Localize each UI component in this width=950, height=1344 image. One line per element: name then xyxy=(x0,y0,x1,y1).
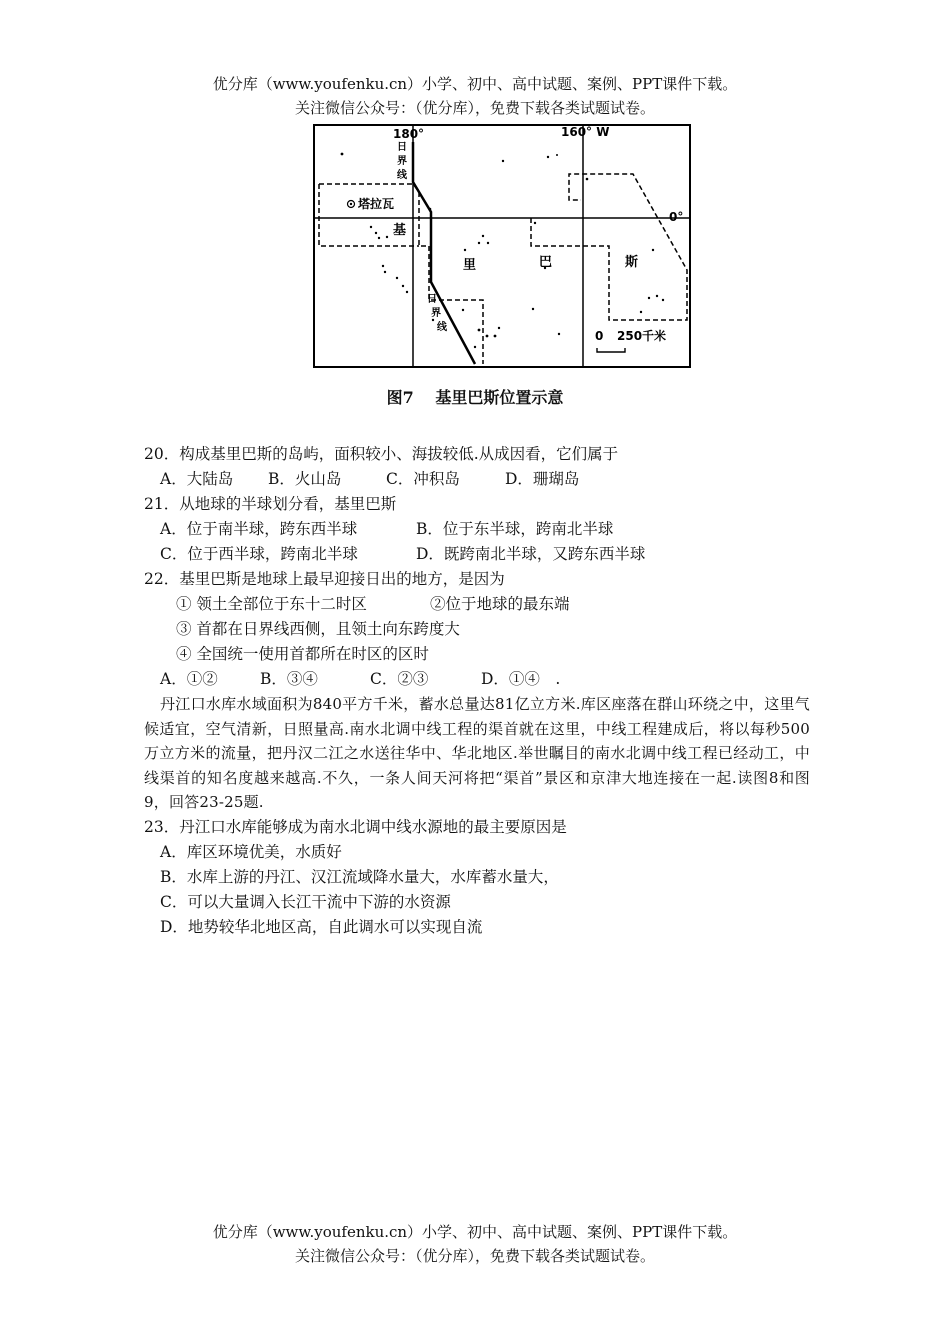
q22-option-d: D．①④ . xyxy=(481,670,561,688)
dateline-bottom-2: 界 xyxy=(431,308,441,319)
q23-option-d: D．地势较华北地区高，自此调水可以实现自流 xyxy=(160,918,483,936)
figure-caption: 图7 基里巴斯位置示意 xyxy=(386,388,564,407)
dateline-top-2: 界 xyxy=(397,156,407,167)
q20-option-b: B．火山岛 xyxy=(268,470,342,488)
q20-option-a: A．大陆岛 xyxy=(160,470,234,488)
q22-option-b: B．③④ xyxy=(260,670,318,688)
q22-statement-2: ②位于地球的最东端 xyxy=(430,595,570,613)
q21-stem: 21．从地球的半球划分看，基里巴斯 xyxy=(144,495,397,513)
kiribati-map xyxy=(313,124,691,368)
dateline-top-1: 日 xyxy=(397,142,407,153)
country-char-1: 基 xyxy=(393,223,407,238)
country-char-4: 斯 xyxy=(625,255,639,270)
lon-160w-label: 160° W xyxy=(561,125,610,139)
capital-label: 塔拉瓦 xyxy=(358,197,395,211)
q20-stem: 20．构成基里巴斯的岛屿，面积较小、海拔较低.从成因看，它们属于 xyxy=(144,445,619,463)
header-line-1: 优分库（www.youfenku.cn）小学、初中、高中试题、案例、PPT课件下载。 xyxy=(212,75,738,93)
q23-option-b: B．水库上游的丹江、汉江流域降水量大，水库蓄水量大， xyxy=(160,868,559,886)
equator-label: 0° xyxy=(669,210,684,224)
q21-option-b: B．位于东半球，跨南北半球 xyxy=(416,520,614,538)
q22-statement-1: ① 领土全部位于东十二时区 xyxy=(176,595,367,613)
q23-option-a: A．库区环境优美，水质好 xyxy=(160,843,342,861)
q22-stem: 22．基里巴斯是地球上最早迎接日出的地方，是因为 xyxy=(144,570,505,588)
reading-passage: 丹江口水库水域面积为840平方千米，蓄水总量达81亿立方米.库区座落在群山环绕之中，这里气候适宜，空气清新，日照量高.南水北调中线工程的渠首就在这里，中线工程建成后，将以每秒500万立方米的流量，把丹汉二江之水送往华中、华北地区.举世瞩目的南水北调中线工程已经动工，中线渠首的知名度越来越高.不久，一条人间天河将把“渠首”景区和京津大地连接在一起.读图8和图9，回答23-25题. xyxy=(144,695,810,812)
dateline-top-3: 线 xyxy=(397,170,407,181)
q20-option-d: D．珊瑚岛 xyxy=(505,470,580,488)
q22-option-a: A．①② xyxy=(160,670,218,688)
footer-line-1: 优分库（www.youfenku.cn）小学、初中、高中试题、案例、PPT课件下载。 xyxy=(212,1223,738,1241)
country-char-3: 巴 xyxy=(539,255,553,270)
q22-statement-3: ③ 首都在日界线西侧，且领土向东跨度大 xyxy=(176,620,460,638)
q21-option-c: C．位于西半球，跨南北半球 xyxy=(160,545,358,563)
q22-option-c: C．②③ xyxy=(370,670,429,688)
q20-option-c: C．冲积岛 xyxy=(386,470,460,488)
q21-option-d: D．既跨南北半球，又跨东西半球 xyxy=(416,545,646,563)
scale-zero: 0 xyxy=(595,329,604,343)
q23-stem: 23．丹江口水库能够成为南水北调中线水源地的最主要原因是 xyxy=(144,818,567,836)
dateline-bottom-3: 线 xyxy=(437,322,447,333)
q21-option-a: A．位于南半球，跨东西半球 xyxy=(160,520,358,538)
country-char-2: 里 xyxy=(463,258,477,273)
lon-180-label: 180° xyxy=(393,127,425,141)
q22-statement-4: ④ 全国统一使用首都所在时区的区时 xyxy=(176,645,429,663)
q23-option-c: C．可以大量调入长江干流中下游的水资源 xyxy=(160,893,451,911)
scale-label: 250千米 xyxy=(617,329,667,343)
footer-line-2: 关注微信公众号：（优分库），免费下载各类试题试卷。 xyxy=(294,1247,655,1265)
header-line-2: 关注微信公众号：（优分库），免费下载各类试题试卷。 xyxy=(294,99,655,117)
dateline-bottom-1: 日 xyxy=(427,294,437,305)
